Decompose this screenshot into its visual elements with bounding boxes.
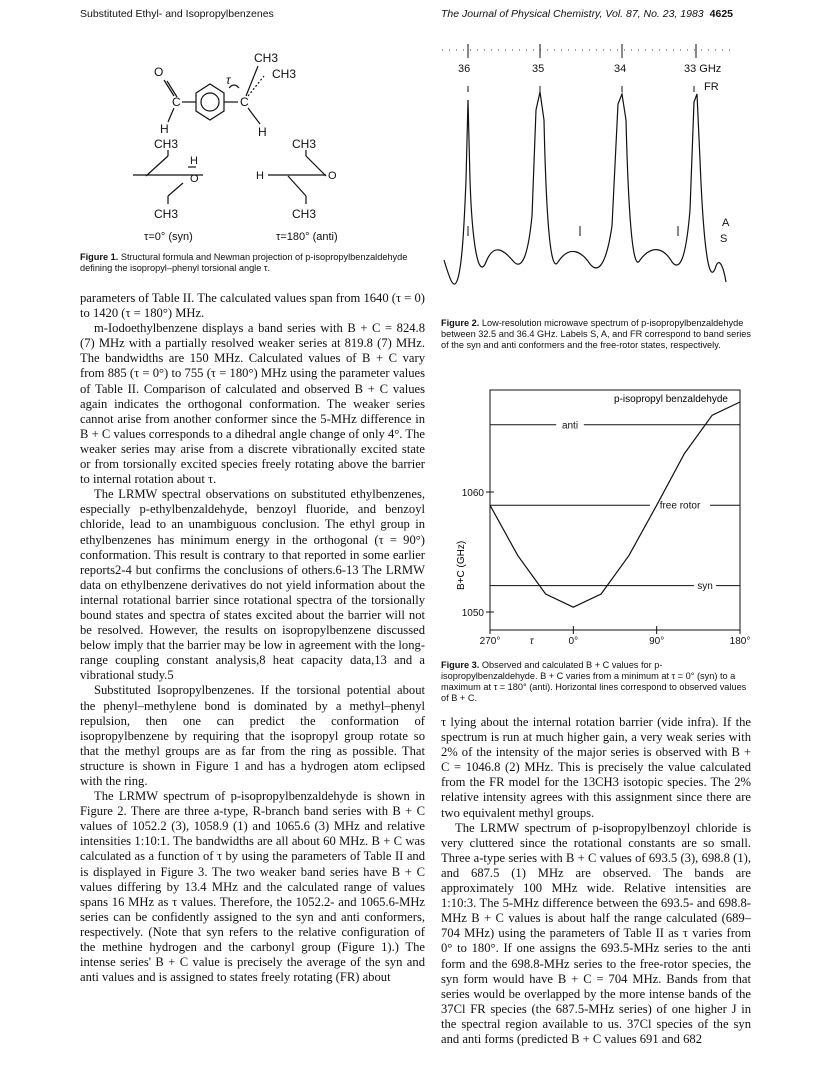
- newman-anti-ch3-bot: CH3: [292, 207, 317, 221]
- plot-frame: [490, 390, 740, 630]
- a-label: A: [722, 217, 730, 229]
- struct-ch3-b: CH3: [272, 67, 297, 81]
- page-number: 4625: [709, 8, 733, 20]
- struct-tau: τ: [226, 73, 231, 87]
- paragraph: Substituted Isopropylbenzenes. If the torsional potential about the phenyl–methylene bond is dominated by a methyl–phenyl repulsion, then one can predict the conformation of isopropylbenzene by requiring that the isopropyl group rotate so that the methyl groups are as far from the ring as possible. That structure is shown in Figure 1 and has a hydrogen atom eclipsed with the ring.: [80, 683, 425, 788]
- paragraph: The LRMW spectrum of p-isopropylbenzoyl chloride is very cluttered since the rotational constants are so small. Three a-type series with B + C values of 693.5 (3), 698.8 (1), and 687.5 (1) MHz are observed. The bands are approximately 100 MHz wide. Relative intensities are 1:10:3. The 5-MHz difference between the 693.5- and 698.8-MHz B + C values is about half the range calculated (689–704 MHz) using the parameters of Table II as τ varies from 0° to 180°. If one assigns the 693.5-MHz series to the anti form and the 698.8-MHz series to the free-rotor species, the syn form would have B + C = 704 MHz. Bands from that series would be overlapped by the more intense bands of the 37Cl FR species (the 687.5-MHz series) of one higher J in the spectral region available to us. 37Cl species of the syn and anti forms (predicted B + C values 691 and 682: [441, 820, 751, 1046]
- figure-1-caption-label: Figure 1.: [80, 252, 119, 262]
- x-tick-label: 180°: [729, 636, 750, 647]
- figure-2-caption-text: Low-resolution microwave spectrum of p-isopropylbenzaldehyde between 32.5 and 36.4 GHz. Labels S, A, and FR correspond to band series of the syn and anti conformers and the free-rotor states, respectively.: [441, 318, 752, 350]
- aromatic-circle: [201, 93, 219, 111]
- freq-label-36: 36: [458, 63, 471, 75]
- s-label: S: [720, 233, 728, 245]
- y-tick-label: 1060: [461, 488, 484, 499]
- spectrum-trace: [444, 92, 726, 284]
- running-header-left: Substituted Ethyl- and Isopropylbenzenes: [80, 8, 274, 20]
- figure-2-spectrum: [440, 30, 740, 310]
- x-axis-label: τ: [529, 636, 534, 647]
- figure-2-caption: [441, 318, 751, 351]
- y-tick-label: 1050: [461, 608, 484, 619]
- syn-label: τ=0° (syn): [144, 231, 193, 243]
- struct-h1: H: [160, 122, 169, 136]
- newman-anti-ch3-top: CH3: [292, 137, 317, 151]
- right-column: [441, 715, 751, 1047]
- paragraph: parameters of Table II. The calculated values span from 1640 (τ = 0) to 1420 (τ = 180°) MHz.: [80, 291, 425, 321]
- hline-label-syn: syn: [697, 581, 713, 593]
- running-header-journal: [441, 8, 733, 20]
- x-tick-label: 270°: [479, 636, 501, 647]
- hline-label-free-rotor: free rotor: [659, 500, 701, 512]
- hline-label-anti: anti: [561, 420, 579, 432]
- series-line: [490, 402, 740, 607]
- freq-label-35: 35: [532, 63, 545, 75]
- newman-syn-ch3-top: CH3: [154, 137, 179, 151]
- struct-c2: C: [240, 95, 249, 109]
- freq-label-33: 33 GHz: [684, 63, 722, 75]
- figure-3-caption-text: Observed and calculated B + C values for p-isopropylbenzaldehyde. B + C varies from a minimum at τ = 0° (syn) to a maximum at τ = 180° (anti). Horizontal lines correspond to observed values of B + C.: [441, 660, 747, 703]
- struct-ch3-a: CH3: [254, 51, 279, 65]
- paragraph: The LRMW spectral observations on substituted ethylbenzenes, especially p-ethylbenzaldehyde, benzoyl fluoride, and benzoyl chloride, lead to an unambiguous conclusion. The ethyl group in ethylbenzenes has minimum energy in the orthogonal (τ = 90°) conformation. This result is contrary to that reported in some earlier reports2-4 but confirms the conclusions of others.6-13 The LRMW data on ethylbenzene derivatives do not yield information about the internal rotational barrier since rotational spectra of the torsionally bound states and spectra of states excited about the barrier will not be resolved. However, the results on isopropylbenzene discussed below imply that the barrier may be low in agreement with the long-range coupling constant analysis,8 heat capacity data,13 and a vibrational study.5: [80, 487, 425, 683]
- figure-3-chart: [450, 380, 750, 650]
- paragraph: The LRMW spectrum of p-isopropylbenzaldehyde is shown in Figure 2. There are three a-type, R-branch band series with B + C values of 1052.2 (3), 1058.9 (1) and 1065.6 (3) MHz and relative intensities 1:10:1. The bandwidths are all about 60 MHz. B + C was calculated as a function of τ by using the parameters of Table II and is displayed in Figure 3. The two weaker band series have B + C values differing by 13.4 MHz and the calculated range of values spans 16 MHz as τ values. Therefore, the 1052.2- and 1065.6-MHz series can be confidently assigned to the syn and anti conformers, respectively. (Note that syn refers to the relative configuration of the methine hydrogen and the carbonyl group (Figure 1).) The intense series' B + C value is precisely the average of the syn and anti values and is assigned to states freely rotating (FR) about: [80, 789, 425, 985]
- left-column: [80, 291, 425, 985]
- figure-3-caption-label: Figure 3.: [441, 660, 480, 670]
- journal-citation: The Journal of Physical Chemistry, Vol. 87, No. 23, 1983: [441, 8, 704, 20]
- newman-syn-ch3-bot: CH3: [154, 207, 179, 221]
- paragraph: m-Iodoethylbenzene displays a band series with B + C = 824.8 (7) MHz with a partially resolved weaker series at 819.8 (7) MHz. The bandwidths are 150 MHz. Calculated values of B + C vary from 885 (τ = 0°) to 755 (τ = 180°) MHz using the parameter values of Table II. Comparison of calculated and observed B + C values again indicates the orthogonal conformation. The weaker series cannot arise from another conformer since the 5-MHz difference in B + C values corresponds to a dihedral angle change of only 4°. The weaker series may arise from a discrete vibrationally excited state or from torsionally excited species freely rotating above the barrier to internal rotation about τ.: [80, 321, 425, 487]
- paragraph: τ lying about the internal rotation barrier (vide infra). If the spectrum is run at much higher gain, a very weak series with 2% of the intensity of the major series is observed with B + C = 1046.8 (2) MHz. This is precisely the value calculated from the FR model for the 13CH3 isotopic species. The 2% relative intensity agrees with this assignment since there are two equivalent methyl groups.: [441, 715, 751, 820]
- benzene-ring: [196, 84, 224, 120]
- figure-3-caption: [441, 660, 751, 704]
- struct-c1: C: [172, 95, 181, 109]
- figure-2-caption-label: Figure 2.: [441, 318, 480, 328]
- chart-title: p-isopropyl benzaldehyde: [614, 394, 728, 405]
- struct-o: O: [154, 65, 164, 79]
- newman-syn-o: O: [190, 173, 199, 185]
- freq-label-34: 34: [614, 63, 627, 75]
- newman-anti-o: O: [328, 170, 337, 182]
- struct-h2: H: [258, 125, 267, 139]
- newman-anti-h: H: [256, 170, 264, 182]
- y-axis-label: B+C (GHz): [456, 540, 467, 590]
- fr-label: FR: [704, 81, 719, 93]
- figure-1-structure: [88, 28, 418, 246]
- x-tick-label: 0°: [568, 636, 579, 647]
- figure-1-caption-text: Structural formula and Newman projection of p-isopropylbenzaldehyde defining the isopropyl–phenyl torsional angle τ.: [80, 252, 408, 273]
- anti-label: τ=180° (anti): [276, 231, 338, 243]
- figure-1-caption: [80, 252, 425, 274]
- newman-syn-h: H: [190, 155, 198, 167]
- x-tick-label: 90°: [649, 636, 665, 647]
